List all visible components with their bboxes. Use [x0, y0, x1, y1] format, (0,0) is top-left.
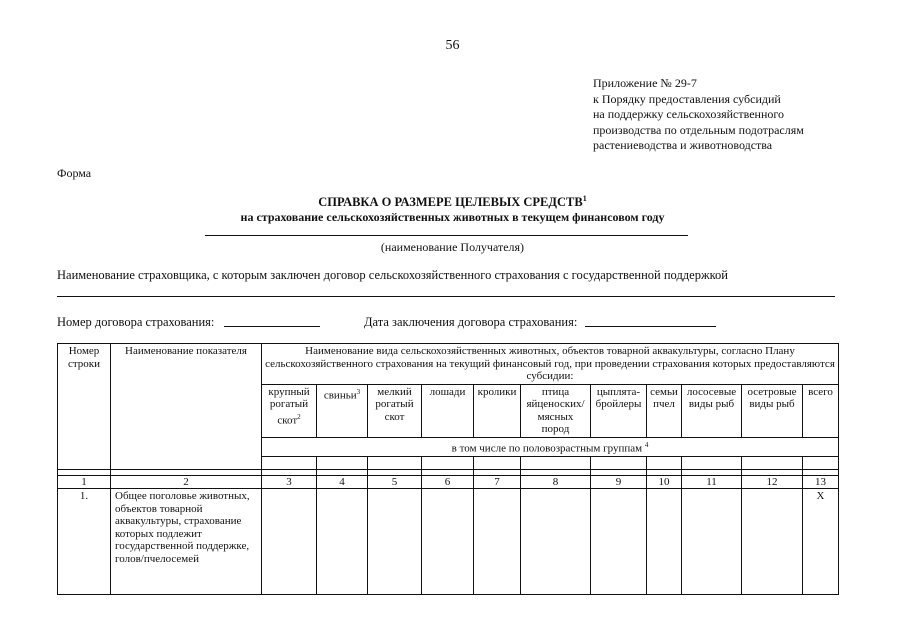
empty-cell: [474, 456, 521, 469]
column-number: 9: [591, 475, 647, 489]
value-cell: [647, 489, 682, 595]
col-header-species: семьи пчел: [647, 384, 682, 437]
col-header-total: всего: [803, 384, 839, 437]
col-header-species: мелкий рогатый скот: [368, 384, 422, 437]
column-number: 2: [111, 475, 262, 489]
col-header-species: лососевые виды рыб: [682, 384, 742, 437]
column-number: 8: [521, 475, 591, 489]
value-cell: [262, 489, 317, 595]
empty-cell: [591, 456, 647, 469]
contract-date-label: Дата заключения договора страхования:: [364, 315, 578, 329]
column-number: 3: [262, 475, 317, 489]
age-groups-header: в том числе по половозрастным группам $^4$: [262, 437, 839, 456]
empty-cell: [317, 456, 368, 469]
page-number: 56: [445, 38, 460, 53]
appendix-line: на поддержку сельскохозяйственного: [593, 107, 785, 121]
form-label: Форма: [57, 166, 92, 180]
empty-cell: [647, 456, 682, 469]
col-header-species: свиньи$^3$: [317, 384, 368, 437]
contract-date-line: [585, 326, 716, 327]
col-header-species: кролики: [474, 384, 521, 437]
empty-cell: [742, 456, 803, 469]
appendix-line: Приложение № 29-7: [593, 76, 697, 90]
column-numbers-row: [58, 475, 839, 489]
empty-cell: [368, 456, 422, 469]
column-number: 13: [803, 475, 839, 489]
column-number: 4: [317, 475, 368, 489]
subsidy-table: [57, 343, 839, 595]
col-header-species: цыплята-бройлеры: [591, 384, 647, 437]
recipient-caption: (наименование Получателя): [380, 240, 525, 254]
col-header-species: лошади: [422, 384, 474, 437]
appendix-line: к Порядку предоставления субсидий: [593, 91, 781, 106]
appendix-line: растениеводства и животноводства: [593, 138, 773, 152]
empty-cell: [422, 456, 474, 469]
empty-cell: [803, 456, 839, 469]
row-indicator-name: Общее поголовье животных, объектов товарной аквакультуры, страхование которых подлежит государственной поддержке, голов/пчелосемей: [111, 489, 262, 595]
title-text: СПРАВКА О РАЗМЕРЕ ЦЕЛЕВЫХ СРЕДСТВ: [318, 195, 583, 210]
value-cell: [422, 489, 474, 595]
document-subtitle: на страхование сельскохозяйственных животных в текущем финансовом году: [240, 210, 665, 224]
column-number: 11: [682, 475, 742, 489]
value-cell: [317, 489, 368, 595]
contract-number-label: Номер договора страхования:: [57, 315, 215, 329]
appendix-line: производства по отдельным подотраслям: [593, 122, 804, 137]
row-number: 1.: [58, 489, 111, 595]
column-number: 5: [368, 475, 422, 489]
col-header-species: осетровые виды рыб: [742, 384, 803, 437]
empty-cell: [521, 456, 591, 469]
value-cell: [521, 489, 591, 595]
total-cell: Х: [803, 489, 839, 595]
column-number: 10: [647, 475, 682, 489]
document-title: [0, 194, 905, 210]
table-row: [58, 489, 839, 595]
value-cell: [591, 489, 647, 595]
col-header-row-number: Номер строки: [58, 344, 111, 470]
value-cell: [368, 489, 422, 595]
contract-number-line: [224, 326, 320, 327]
column-number: 7: [474, 475, 521, 489]
title-footnote: 1: [582, 194, 587, 203]
col-header-species: птица яйценоских/ мясных пород: [521, 384, 591, 437]
insurer-line: [57, 296, 835, 297]
value-cell: [682, 489, 742, 595]
header-row: [58, 344, 839, 385]
column-number: 12: [742, 475, 803, 489]
value-cell: [474, 489, 521, 595]
appendix-note: [593, 76, 804, 154]
recipient-line: [205, 235, 688, 236]
empty-cell: [262, 456, 317, 469]
empty-cell: [682, 456, 742, 469]
insurer-label: Наименование страховщика, с которым заключен договор сельскохозяйственного страхования с государственной поддержкой: [57, 268, 728, 282]
column-number: 6: [422, 475, 474, 489]
col-header-indicator: Наименование показателя: [111, 344, 262, 470]
col-header-species: крупный рогатый скот$^2$: [262, 384, 317, 437]
group-header: Наименование вида сельскохозяйственных животных, объектов товарной аквакультуры, согласно Плану сельскохозяйственного страхования на текущий финансовый год, при проведении страхования которых предоставляются субсидии:: [262, 344, 839, 385]
value-cell: [742, 489, 803, 595]
column-number: 1: [58, 475, 111, 489]
